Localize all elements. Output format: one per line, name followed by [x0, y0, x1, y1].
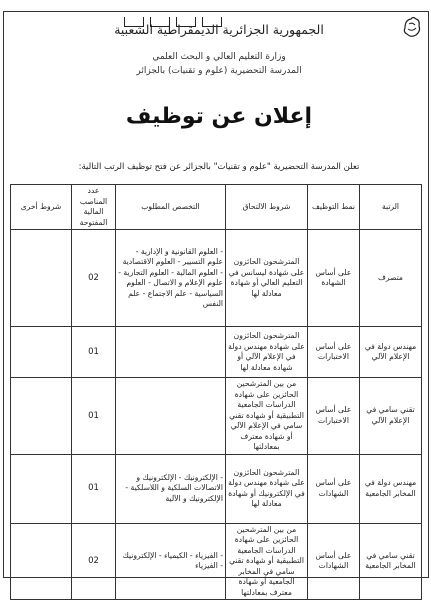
cell-other [11, 327, 72, 378]
cell-posts: 01 [72, 378, 116, 455]
cell-mode: على أساس الشهادات [308, 523, 360, 600]
cell-conditions: من بين المترشحين الحائزين على شهادة الدراسات الجامعية التطبيقية أو شهادة تقني سامي في الإعلام الآلي أو شهادة معترف بمعادلتها [226, 378, 308, 455]
cell-rank: متصرف [360, 230, 422, 327]
cell-rank: تقني سامي في المخابر الجامعية [360, 523, 422, 600]
cell-rank: مهندس دولة في المخابر الجامعية [360, 454, 422, 523]
institution-seal-icon [399, 14, 425, 40]
cell-rank: تقني سامي في الإعلام الآلي [360, 378, 422, 455]
cell-mode: على أساس الاختبارات [308, 378, 360, 455]
cell-other [11, 523, 72, 600]
vacancies-table [10, 184, 422, 600]
cell-specialty [116, 378, 226, 455]
column-header-rank: الرتبة [360, 185, 422, 230]
cell-other [11, 230, 72, 327]
cell-conditions: من بين المترشحين الحائزين على شهادة الدراسات الجامعية التطبيقية أو شهادة تقني سامي في المخابر الجامعية أو شهادة معترف بمعادلتها [226, 523, 308, 600]
ministry-name: وزارة التعليم العالي و البحث العلمي [152, 52, 286, 62]
column-header-specialty: التخصص المطلوب [116, 185, 226, 230]
cell-specialty: - الفيزياء - الكيمياء - الإلكترونيك - الفيزياء [116, 523, 226, 600]
top-edge-marks [124, 12, 264, 22]
column-header-other: شروط أخرى [11, 185, 72, 230]
table-row [11, 454, 422, 523]
cell-posts: 01 [72, 327, 116, 378]
column-header-posts: عدد المناصب المالية المفتوحة [72, 185, 116, 230]
table-row [11, 327, 422, 378]
school-name: المدرسة التحضيرية (علوم و تقنيات) بالجزائر [136, 66, 302, 76]
cell-mode: على أساس الاختبارات [308, 327, 360, 378]
cell-posts: 02 [72, 230, 116, 327]
cell-conditions: المترشحون الحائزون على شهادة مهندس دولة في الإلكترونيك أو شهادة معادلة لها [226, 454, 308, 523]
column-header-conditions: شروط الالتحاق [226, 185, 308, 230]
column-header-mode: نمط التوظيف [308, 185, 360, 230]
republic-heading: الجمهورية الجزائرية الديمقراطية الشعبية [114, 22, 324, 37]
cell-specialty [116, 327, 226, 378]
announcement-page [3, 11, 429, 597]
table-row [11, 378, 422, 455]
table-header-row [11, 185, 422, 230]
cell-other [11, 454, 72, 523]
cell-conditions: المترشحون الحائزون على شهادة ليسانس في التعليم العالي أو شهادة معادلة لها [226, 230, 308, 327]
cell-posts: 01 [72, 454, 116, 523]
cell-posts: 02 [72, 523, 116, 600]
cell-conditions: المترشحون الحائزون على شهادة مهندس دولة في الإعلام الآلي أو شهادة معادلة لها [226, 327, 308, 378]
cell-mode: على أساس الشهادات [308, 454, 360, 523]
table-row [11, 230, 422, 327]
cell-mode: على أساس الشهادة [308, 230, 360, 327]
intro-text: تعلن المدرسة التحضيرية "علوم و تقنيات" بالجزائر عن فتح توظيف الرتب التالية: [78, 162, 360, 172]
table-row [11, 523, 422, 600]
page-title: إعلان عن توظيف [125, 104, 313, 129]
cell-specialty: - الإلكترونيك - الإلكترونيك و الاتصالات السلكية و اللاسلكية - الإلكترونيك و الآلية [116, 454, 226, 523]
cell-rank: مهندس دولة في الإعلام الآلي [360, 327, 422, 378]
cell-specialty: - العلوم القانونية و الإدارية - علوم التسيير - العلوم الاقتصادية - العلوم المالية - العلوم التجارية - علوم الإعلام و الاتصال - العلوم السياسية - علم الاجتماع - علم النفس [116, 230, 226, 327]
ministry-block [94, 50, 344, 78]
cell-other [11, 378, 72, 455]
